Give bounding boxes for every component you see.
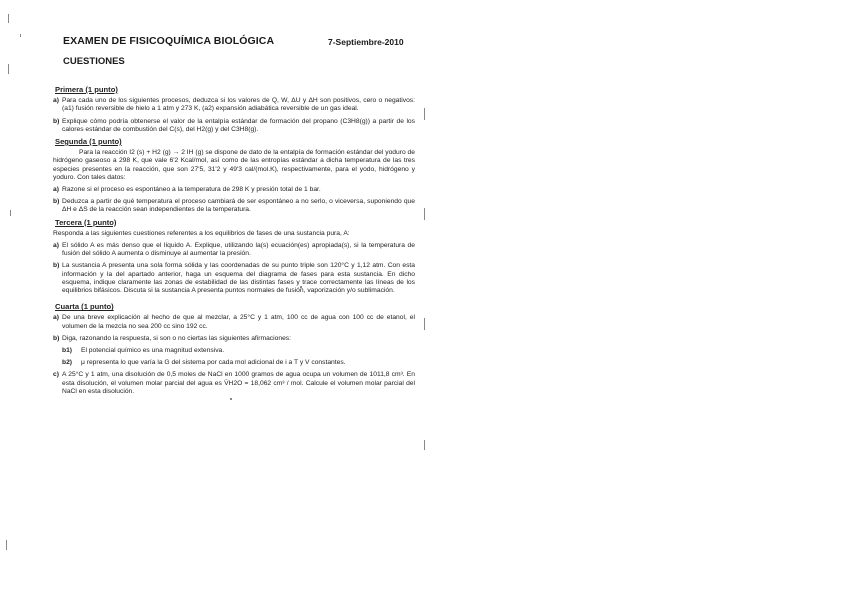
scan-mark xyxy=(424,318,425,330)
scan-mark xyxy=(10,210,11,216)
subitem-label: b2) xyxy=(62,359,73,367)
item-label: a) xyxy=(53,314,59,322)
question-subitem xyxy=(53,359,415,367)
scan-mark xyxy=(424,208,425,220)
question-item xyxy=(53,118,415,134)
exam-body xyxy=(53,86,415,400)
question-title: Tercera (1 punto) xyxy=(55,217,117,227)
question-statement: Para la reacción I2 (s) + H2 (g) → 2 IH (g) se dispone de dato de la entalpía de formación estándar del yoduro de hidrógeno gaseoso a 298 K, que vale 6'2 Kcal/mol, así como de las entropías estándar a dicha temperatura de las tres especies presentes en la reacción, que son 27'5, 31'2 y 49'3 cal/(mol.K), respectivamente, para el yodo, hidrógeno y yoduro. Con tales datos: xyxy=(53,149,415,181)
scan-mark xyxy=(8,14,9,23)
item-text: De una breve explicación al hecho de que al mezclar, a 25°C y 1 atm, 100 cc de agua con 100 cc de etanol, el volumen de la mezcla no sea 200 cc sino 192 cc. xyxy=(62,314,415,330)
question-item xyxy=(53,335,415,343)
question-item xyxy=(53,262,415,295)
question-title: Cuarta (1 punto) xyxy=(55,302,114,312)
item-label: b) xyxy=(53,117,60,125)
question-item xyxy=(53,198,415,214)
scan-mark xyxy=(424,440,425,450)
item-text: A 25°C y 1 atm, una disolución de 0,5 moles de NaCl en 1000 gramos de agua ocupa un volumen de 1011,8 cm³. En esta disolución, el volumen molar parcial del agua es V̄H2O = 18,062 cm³ / mol. Calcule el volumen molar parcial del NaCl en esta disolución. xyxy=(62,371,415,395)
scan-mark xyxy=(6,540,7,550)
item-text: Diga, razonando la respuesta, si son o no ciertas las siguientes afirmaciones: xyxy=(62,334,291,342)
scan-mark xyxy=(20,34,21,37)
scan-mark xyxy=(8,64,9,74)
item-text: Razone si el proceso es espontáneo a la temperatura de 298 K y presión total de 1 bar. xyxy=(62,186,321,194)
question-subitem xyxy=(53,347,415,355)
item-label: b) xyxy=(53,198,60,206)
item-label: a) xyxy=(53,186,59,194)
item-label: a) xyxy=(53,97,59,105)
item-label: c) xyxy=(53,371,59,379)
item-text: Deduzca a partir de qué temperatura el proceso cambiará de ser espontáneo a no serlo, o viceversa, suponiendo que ΔH e ΔS de la reacción sean independientes de la temperatura. xyxy=(62,198,415,214)
exam-date: 7-Septiembre-2010 xyxy=(328,37,404,47)
question-item xyxy=(53,314,415,330)
item-text: El sólido A es más denso que el líquido A. Explique, utilizando la(s) ecuación(es) apropiada(s), si la temperatura de fusión del sólido A aumenta o disminuye al aumentar la presión. xyxy=(62,242,415,258)
subitem-label: b1) xyxy=(62,347,73,355)
subitem-text: μ representa lo que varía la G del sistema por cada mol adicional de i a T y V constantes. xyxy=(81,359,346,367)
question-item xyxy=(53,97,415,113)
subitem-text: El potencial químico es una magnitud extensiva. xyxy=(81,347,225,355)
item-text: La sustancia A presenta una sola forma sólida y las coordenadas de su punto triple son 120°C y 1,12 atm. Con esta información y la del apartado anterior, haga un esquema del diagrama de fases para esta sustancia. En dicho esquema, indique claramente las zonas de estabilidad de las distintas fases y trace correctamente las líneas de los equilibrios bifásicos. Discuta si la sustancia A presenta puntos normales de fusión, vaporización y/o sublimación. xyxy=(62,262,415,295)
question-title: Segunda (1 punto) xyxy=(55,137,122,147)
item-text: Para cada uno de los siguientes procesos, deduzca si los valores de Q, W, ΔU y ΔH son positivos, cero o negativos: (a1) fusión reversible de hielo a 1 atm y 273 K, (a2) expansión adiabática reversible de un gas ideal. xyxy=(62,97,415,113)
question-item xyxy=(53,371,415,396)
section-heading: CUESTIONES xyxy=(63,56,125,67)
question-title: Primera (1 punto) xyxy=(55,85,118,94)
item-label: a) xyxy=(53,242,59,250)
question-item xyxy=(53,242,415,258)
exam-title: EXAMEN DE FISICOQUÍMICA BIOLÓGICA xyxy=(63,35,275,47)
item-label: b) xyxy=(53,262,60,270)
question-item xyxy=(53,186,415,194)
item-label: b) xyxy=(53,334,60,342)
question-statement: Responda a las siguientes cuestiones referentes a los equilibrios de fases de una sustancia pura, A: xyxy=(53,229,350,237)
scan-mark xyxy=(424,108,425,120)
item-text: Explique cómo podría obtenerse el valor de la entalpía estándar de formación del propano (C3H8(g)) a partir de los calores estándar de combustión del C(s), del H2(g) y del C3H8(g). xyxy=(62,117,415,133)
